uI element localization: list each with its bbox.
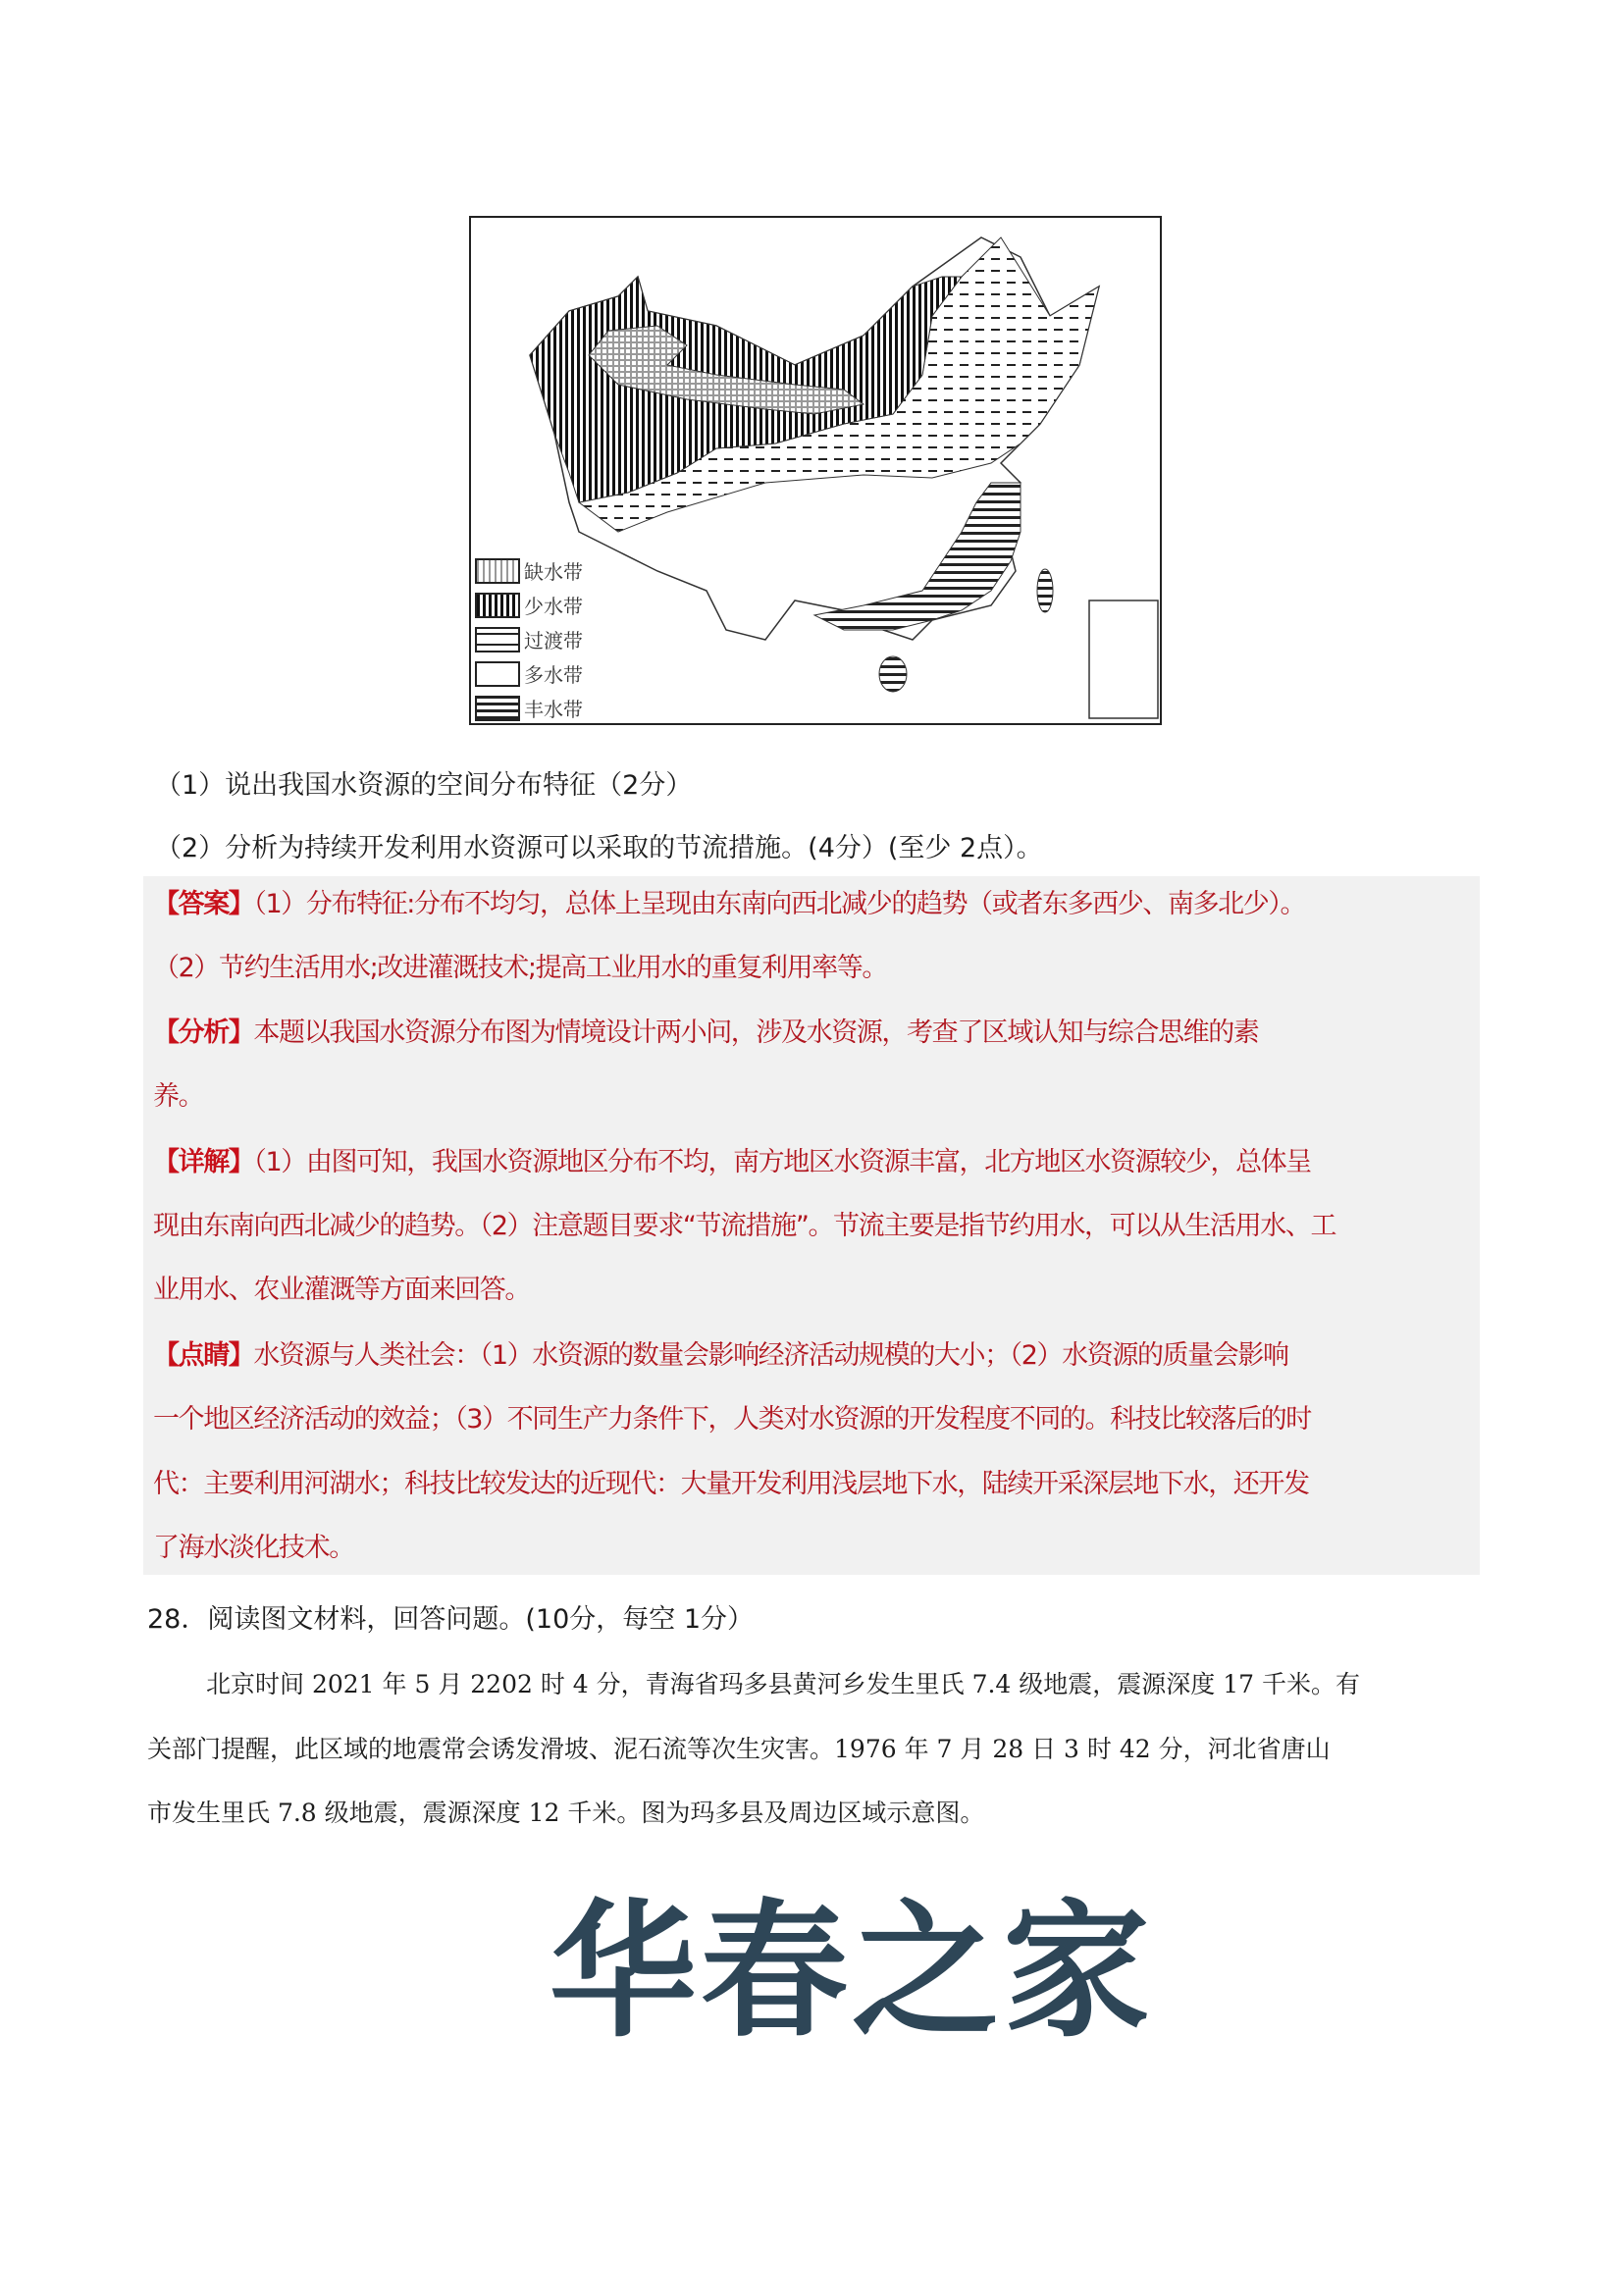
- legend-label: 少水带: [524, 595, 583, 618]
- detail-text: （1）由图可知，我国水资源地区分布不均，南方地区水资源丰富，北方地区水资源较少，总体呈: [253, 1147, 1311, 1177]
- analysis-text: 本题以我国水资源分布图为情境设计两小问，涉及水资源，考查了区域认知与综合思维的素: [253, 1018, 1259, 1048]
- map-legend: [475, 553, 583, 725]
- key-point-text: 水资源与人类社会：（1）水资源的数量会影响经济活动规模的大小；（2）水资源的质量会影响: [253, 1340, 1288, 1371]
- key-point-line-4: 了海水淡化技术。: [153, 1533, 354, 1563]
- legend-label: 过渡带: [524, 629, 583, 652]
- legend-label: 多水带: [524, 663, 583, 687]
- material-line-2: 关部门提醒，此区域的地震常会诱发滑坡、泥石流等次生灾害。1976 年 7 月 28 日 3 时 42 分，河北省唐山: [147, 1735, 1331, 1763]
- watermark: 华春之家: [550, 1887, 1155, 2058]
- key-point-line-3: 代：主要利用河湖水；科技比较发达的近现代：大量开发利用浅层地下水，陆续开采深层地下水，还开发: [153, 1469, 1309, 1499]
- legend-swatch-dashes: [475, 627, 520, 652]
- detail-line-3: 业用水、农业灌溉等方面来回答。: [153, 1275, 530, 1305]
- key-point-line-1: [153, 1339, 1473, 1373]
- detail-line-2: 现由东南向西北减少的趋势。（2）注意题目要求“节流措施”。节流主要是指节约用水，可以从生活用水、工: [153, 1211, 1336, 1241]
- legend-swatch-dots: [475, 558, 520, 584]
- answer-explanation-box: [143, 876, 1480, 1575]
- key-point-line-2: 一个地区经济活动的效益；（3）不同生产力条件下，人类对水资源的开发程度不同的。科技比较落后的时: [153, 1404, 1311, 1435]
- material-line-1: 北京时间 2021 年 5 月 2202 时 4 分，青海省玛多县黄河乡发生里氏 7.4 级地震，震源深度 17 千米。有: [206, 1670, 1360, 1698]
- answer-tag: 【答案】: [153, 889, 254, 919]
- legend-swatch-blank: [475, 661, 520, 687]
- answer-line-1: [153, 888, 1473, 921]
- answer-text: （1）分布特征:分布不均匀，总体上呈现由东南向西北减少的趋势（或者东多西少、南多北少）。: [253, 889, 1306, 919]
- map-south-sea-inset: [1089, 600, 1158, 718]
- detail-tag: 【详解】: [153, 1147, 254, 1177]
- detail-line-1: [153, 1146, 1473, 1179]
- analysis-line-1: [153, 1017, 1473, 1050]
- question-28-title: 28．阅读图文材料，回答问题。(10分，每空 1分）: [147, 1604, 755, 1635]
- legend-swatch-vertical: [475, 593, 520, 618]
- question-2: （2）分析为持续开发利用水资源可以采取的节流措施。(4分）(至少 2点）。: [155, 833, 1043, 863]
- material-line-3: 市发生里氏 7.8 级地震，震源深度 12 千米。图为玛多县及周边区域示意图。: [147, 1799, 985, 1827]
- map-hainan: [879, 656, 907, 692]
- legend-item: [475, 622, 583, 656]
- answer-line-2: （2）节约生活用水;改进灌溉技术;提高工业用水的重复利用率等。: [153, 953, 887, 983]
- map-taiwan: [1037, 569, 1053, 612]
- water-resource-map: [469, 216, 1162, 725]
- legend-item: [475, 588, 583, 622]
- analysis-tag: 【分析】: [153, 1018, 254, 1048]
- legend-item: [475, 553, 583, 588]
- legend-swatch-horizontal: [475, 696, 520, 721]
- legend-label: 缺水带: [524, 560, 583, 584]
- question-1: （1）说出我国水资源的空间分布特征（2分）: [155, 770, 693, 801]
- analysis-line-2: 养。: [153, 1081, 204, 1112]
- legend-item: [475, 656, 583, 691]
- legend-label: 丰水带: [524, 698, 583, 721]
- key-point-tag: 【点睛】: [153, 1340, 254, 1371]
- legend-item: [475, 691, 583, 725]
